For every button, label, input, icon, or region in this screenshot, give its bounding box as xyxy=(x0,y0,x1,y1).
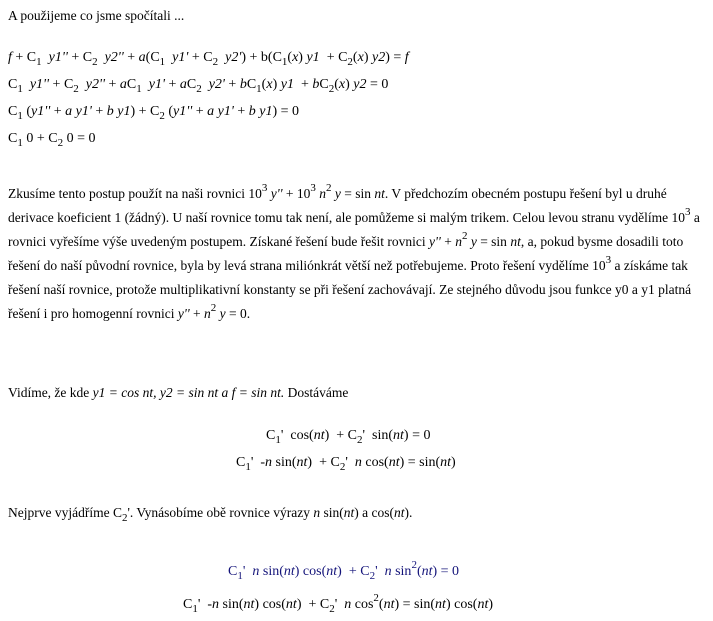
para1-part1: Zkusíme tento postup použít na naši rovnici xyxy=(8,186,249,201)
vidime-defs: y1 = cos nt, y2 = sin nt a f = sin nt. xyxy=(92,385,285,400)
equation-4: $C_1$ $0 + C_2$ 0 = 0 xyxy=(8,131,96,149)
equation-3: $C_1$ (y1'' + a y1' + b $y1) + C_2$ (y1'' + a y1' + b y1) = 0 xyxy=(8,104,300,122)
para1-part3: a rovnici vyřešíme výše uvedeným postupem. Získané řešení bude řešit rovnici xyxy=(8,210,700,249)
equation-2: $C_1$ $y1'' + C_2$ $y2'' + aC_1$ $y1' + aC_2$ $y2' + bC_1(x) y1 + bC_2(x) y2 = 0$ xyxy=(8,77,389,95)
system2-eq1: $C_1'$ n sin(nt) $\cos(nt) + C_2'$ n $\sin^2(nt) = 0$ xyxy=(228,559,460,582)
vidime-line xyxy=(8,385,348,401)
nejprve-line: Nejprve vyjádříme $C_2'$. Vynásobíme obě rovnice výrazy n sin(nt) a cos(nt). xyxy=(8,505,413,524)
para1-part6: . xyxy=(246,306,251,321)
nejprve-prefix: Nejprve vyjádříme xyxy=(8,505,113,520)
system2-eq2: $C_1'$ -n sin(nt) $\cos(nt) + C_2'$ n $\cos^2(nt) = \sin(nt)$ cos(nt) xyxy=(183,592,493,615)
para1-part5: a získáme tak řešení naší rovnice, protože multiplikativní konstanty se při řešení zachovávají. Ze stejného důvodu jsou funkce y0 a y1 platná řešení i pro homogenní rovnici xyxy=(8,258,692,321)
paragraph-1: Zkusíme tento postup použít na naši rovnici $10^3$ $y'' + 10^3$ $n^2$ y = sin nt. V předchozím obecném postupu řešení byl u druhé derivace koeficient 1 (žádný). U naší rovnice tomu tak není, ale pomůžeme si malým trikem. Celou levou stranu vydělíme $10^3$ a rovnici vyřešíme výše uvedeným postupem. Získané řešení bude řešit rovnici $y'' + n^2$ y = sin nt, a, pokud bysme dosadili toto řešení do naší původní rovnice, byla by levá strana miliónkrát větší než potřebujeme. Proto řešení vydělíme $10^3$ a získáme tak řešení naší rovnice, protože multiplikativní konstanty se při řešení zachovávají. Ze stejného důvodu jsou funkce y0 a y1 platná řešení i pro homogenní rovnici $y'' + n^2$ y = 0. xyxy=(8,182,700,321)
nejprve-end: . xyxy=(409,505,413,520)
vidime-suffix: Dostáváme xyxy=(284,385,349,400)
intro-text: A použijeme co jsme spočítali ... xyxy=(8,8,185,23)
equation-1: $f + C_1$ $y1'' + C_2$ $y2'' + a(C_1$ $y1' + C_2$ $y2') + b(C_1(x) y1 + C_2(x) y2) = f$ xyxy=(8,50,409,68)
para1-part2: V předchozím obecném postupu řešení byl u druhé derivace koeficient 1 (žádný). U naší rovnice tomu tak není, ale pomůžeme si malým trikem. Celou levou stranu vydělíme xyxy=(8,186,672,225)
system1-eq2: $C_1'$ -n $\sin(nt) + C_2'$ n cos(nt) = sin(nt) xyxy=(236,455,456,473)
para1-part4: a, pokud bysme dosadili toto řešení do naší původní rovnice, byla by levá strana miliónkrát větší než potřebujeme. Proto řešení vydělíme xyxy=(8,234,684,273)
vidime-prefix: Vidíme, že kde xyxy=(8,385,93,400)
system1-eq1: $C_1'$ $\cos(nt) + C_2'$ sin(nt) = 0 xyxy=(266,428,431,446)
nejprve-mid: . Vynásobíme obě rovnice výrazy xyxy=(129,505,314,520)
